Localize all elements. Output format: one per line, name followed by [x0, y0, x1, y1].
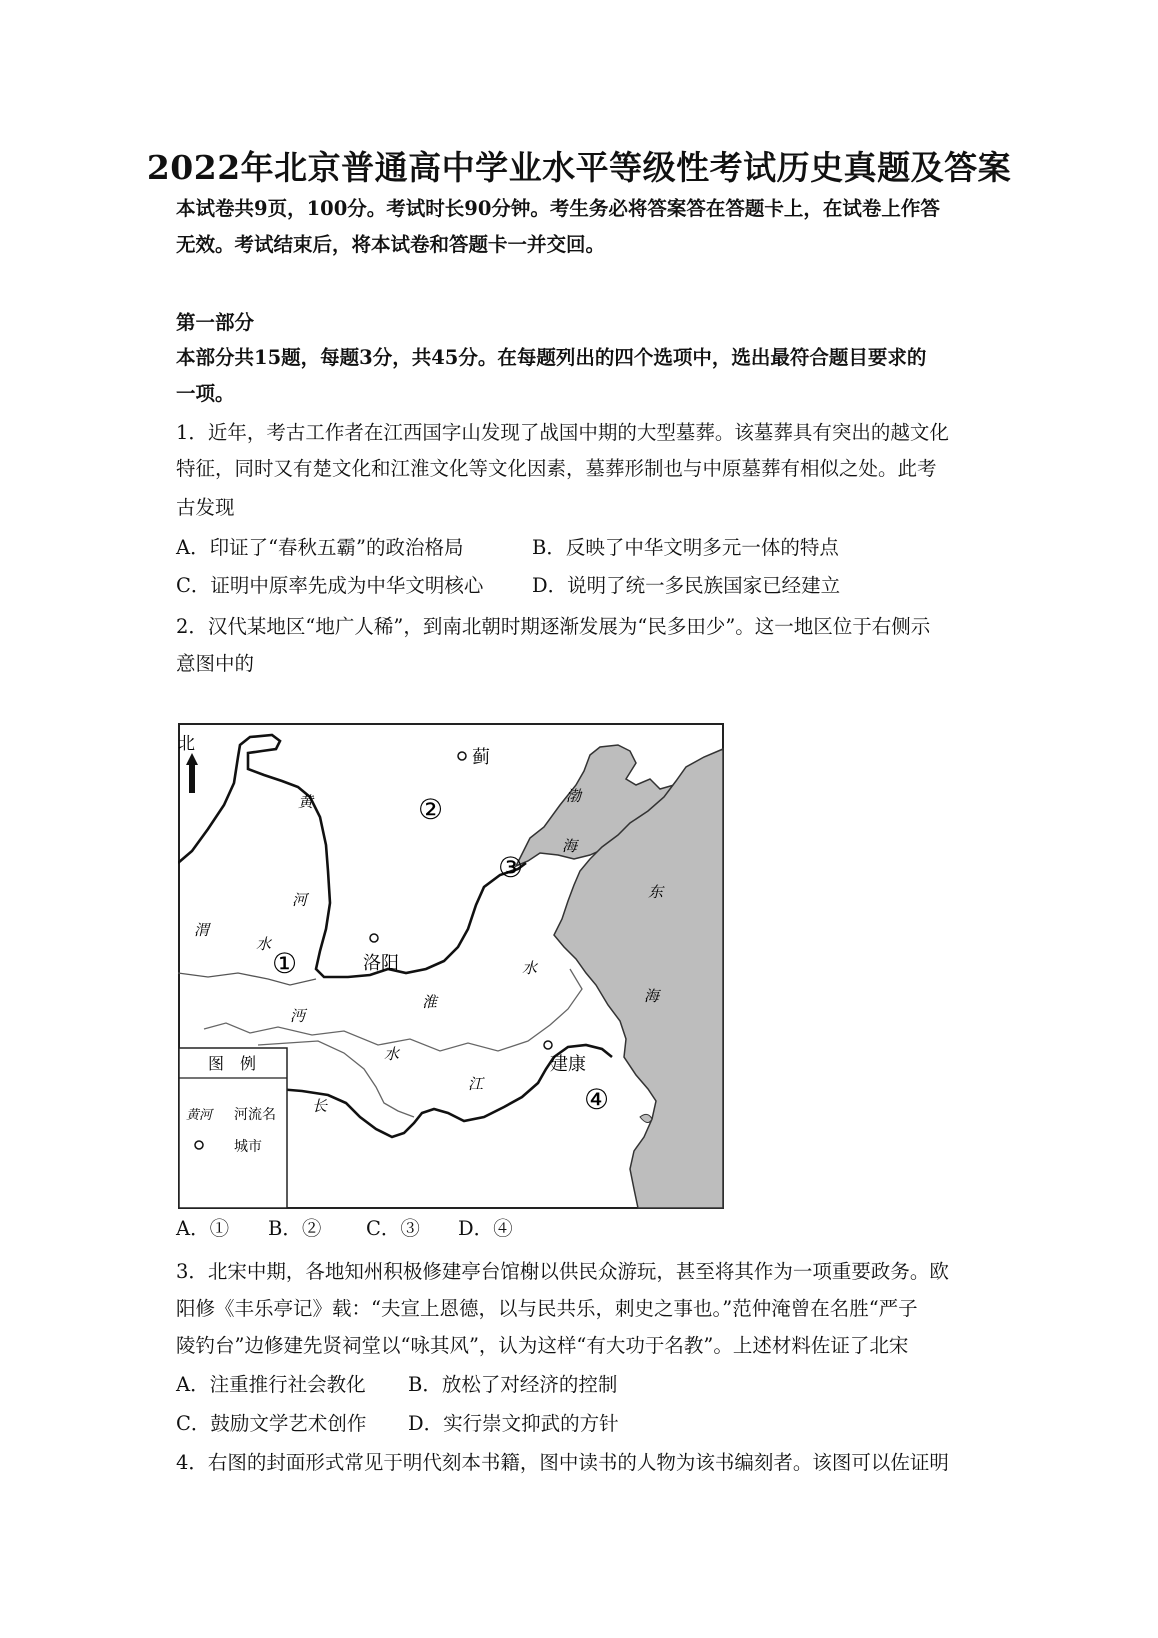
city-jiankang-marker: [544, 1041, 552, 1049]
q2-option-d[interactable]: D．④: [458, 1217, 513, 1240]
map-mark-2: ②: [418, 793, 444, 826]
legend-river-label: 河流名: [234, 1107, 276, 1123]
q3-option-c[interactable]: C．鼓励文学艺术创作: [176, 1412, 367, 1435]
east-sea-label: 东: [648, 883, 664, 901]
east-sea-label: 海: [644, 987, 660, 1005]
part-title: 第一部分: [176, 311, 255, 334]
q3-stem: 陵钓台”边修建先贤祠堂以“咏其风”，认为这样“有大功于名教”。上述材料佐证了北宋: [176, 1334, 909, 1357]
mian-river-label: 沔: [290, 1007, 306, 1025]
city-luoyang-marker: [370, 934, 378, 942]
part-description: 一项。: [176, 382, 235, 405]
yangtze-label: 长: [312, 1097, 328, 1115]
q3-option-b[interactable]: B．放松了对经济的控制: [408, 1373, 618, 1396]
north-label: 北: [178, 734, 195, 754]
map-mark-3: ③: [498, 851, 524, 884]
q2-option-c[interactable]: C．③: [366, 1217, 420, 1240]
map-legend: [179, 1048, 287, 1208]
legend-river-sample: 黄河: [186, 1108, 213, 1123]
q1-stem: 古发现: [176, 496, 235, 519]
q1-stem: 特征，同时又有楚文化和江淮文化等文化因素，墓葬形制也与中原墓葬有相似之处。此考: [176, 457, 937, 480]
city-ji-label: 蓟: [472, 747, 490, 768]
yellow-river-label: 河: [292, 891, 308, 909]
city-jiankang-label: 建康: [550, 1054, 586, 1075]
map-mark-1: ①: [272, 947, 298, 980]
q3-stem: 3．北宋中期，各地知州积极修建亭台馆榭以供民众游玩，甚至将其作为一项重要政务。欧: [176, 1260, 949, 1283]
q2-stem: 意图中的: [176, 652, 255, 675]
map-mark-4: ④: [584, 1083, 610, 1116]
q1-stem: 1．近年，考古工作者在江西国字山发现了战国中期的大型墓葬。该墓葬具有突出的越文化: [176, 421, 949, 444]
part-description: 本部分共15题，每题3分，共45分。在每题列出的四个选项中，选出最符合题目要求的: [176, 346, 927, 369]
q4-stem: 4．右图的封面形式常见于明代刻本书籍，图中读书的人物为该书编刻者。该图可以佐证明: [176, 1451, 949, 1474]
q2-map: [178, 723, 724, 1209]
q3-option-a[interactable]: A．注重推行社会教化: [176, 1373, 366, 1396]
yangtze-label: 江: [468, 1075, 484, 1093]
legend-city-marker: [195, 1141, 203, 1149]
q1-option-d[interactable]: D．说明了统一多民族国家已经建立: [532, 574, 841, 597]
wei-river-label: 渭: [194, 921, 210, 939]
city-luoyang-label: 洛阳: [363, 953, 399, 974]
q1-option-c[interactable]: C．证明中原率先成为中华文明核心: [176, 574, 484, 597]
mian-river-label: 水: [384, 1045, 400, 1063]
huai-river-label: 淮: [422, 993, 438, 1011]
bohai-label: 渤: [566, 787, 582, 805]
wei-river-label: 水: [256, 935, 272, 953]
q2-stem: 2．汉代某地区“地广人稀”，到南北朝时期逐渐发展为“民多田少”。这一地区位于右侧示: [176, 615, 931, 638]
q2-option-b[interactable]: B．②: [268, 1217, 322, 1240]
yellow-river-label: 黄: [298, 793, 314, 811]
q2-option-a[interactable]: A．①: [176, 1217, 230, 1240]
q3-option-d[interactable]: D．实行崇文抑武的方针: [408, 1412, 619, 1435]
city-ji-marker: [458, 752, 466, 760]
q1-option-a[interactable]: A．印证了“春秋五霸”的政治格局: [176, 536, 464, 559]
intro-line: 本试卷共9页，100分。考试时长90分钟。考生务必将答案答在答题卡上，在试卷上作答: [176, 197, 940, 220]
q1-option-b[interactable]: B．反映了中华文明多元一体的特点: [532, 536, 839, 559]
huai-river-label: 水: [522, 959, 538, 977]
bohai-label: 海: [562, 837, 578, 855]
legend-title: 图 例: [208, 1054, 257, 1073]
legend-city-label: 城市: [234, 1139, 262, 1155]
q3-stem: 阳修《丰乐亭记》载：“夫宣上恩德，以与民共乐，刺史之事也。”范仲淹曾在名胜“严子: [176, 1297, 918, 1320]
intro-line: 无效。考试结束后，将本试卷和答题卡一并交回。: [176, 233, 606, 256]
page-title: 2022年北京普通高中学业水平等级性考试历史真题及答案: [146, 148, 1012, 187]
